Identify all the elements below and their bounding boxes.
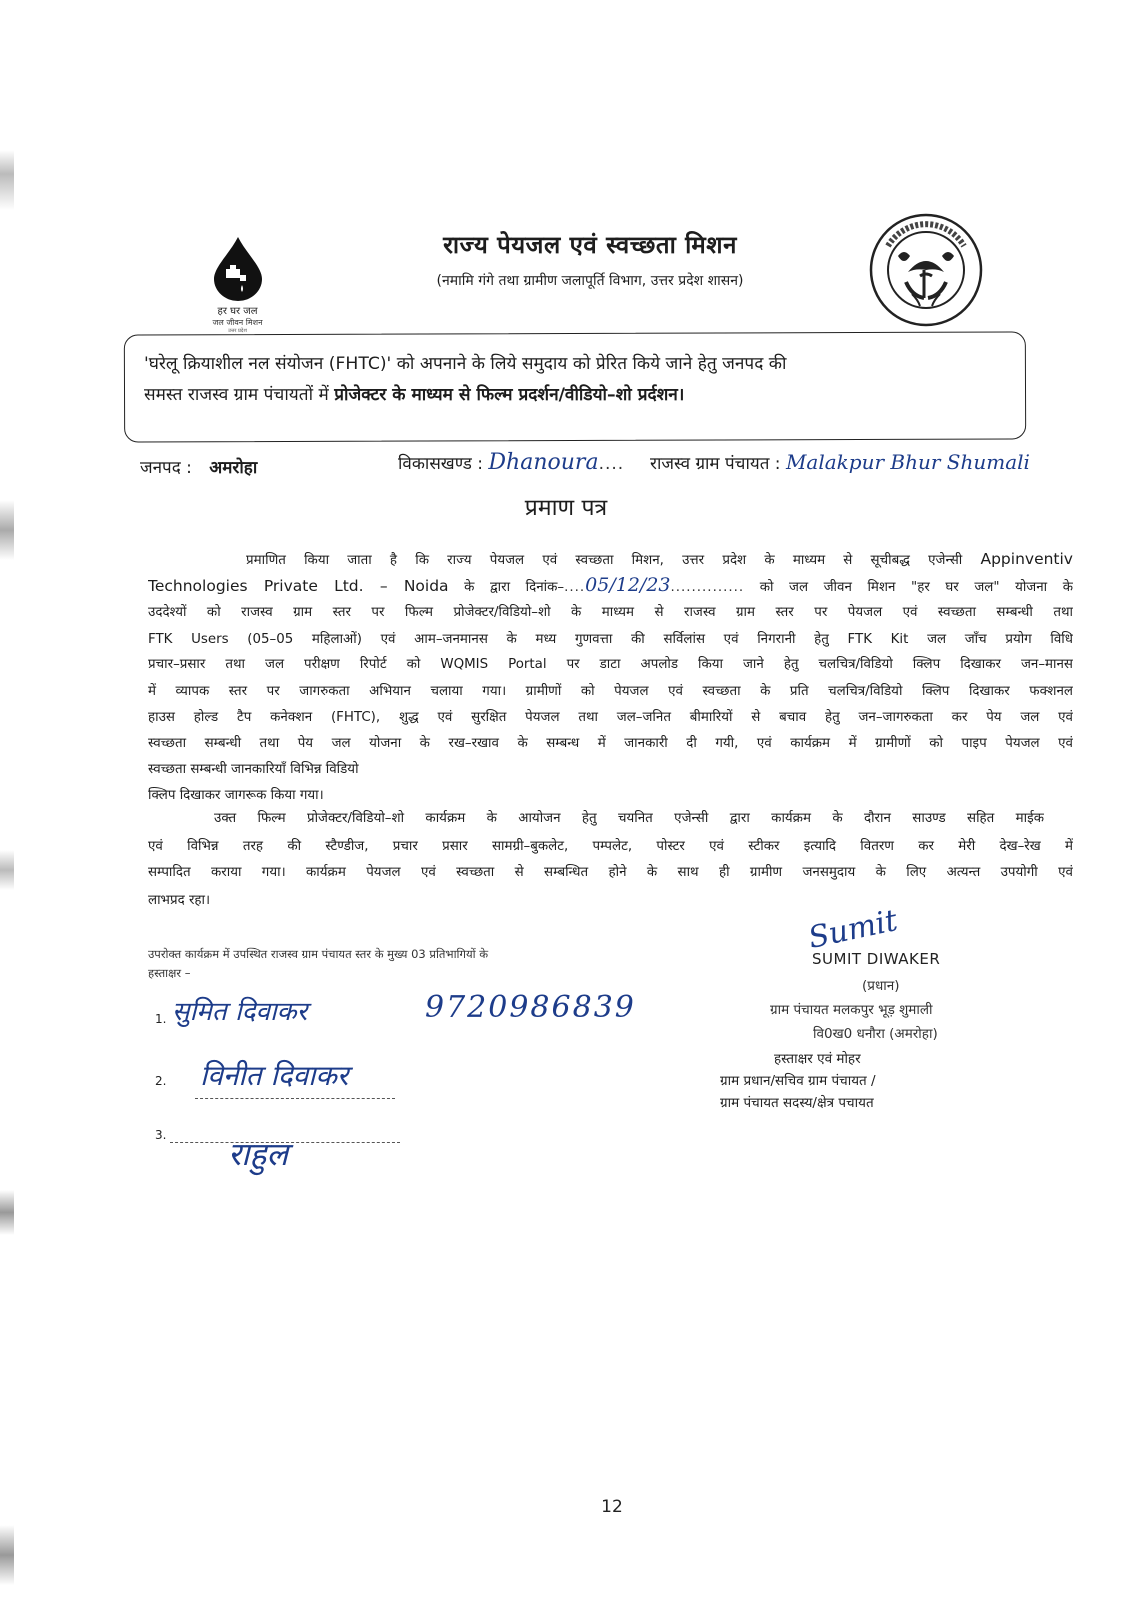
body-line: सम्पादित कराया गया। कार्यक्रम पेयजल एवं स्वच्छता से सम्बन्धित होने के साथ ही ग्रामीण जनसमुदाय के लिए अत्यन्त उपयोगी एवं xyxy=(148,865,1073,880)
block-label: विकासखण्ड : xyxy=(398,454,484,474)
participant-1-phone: 9720986839 xyxy=(425,990,636,1025)
stamp-line-2: वि0ख0 धनौरा (अमरोहा) xyxy=(813,1026,938,1042)
body-line: में व्यापक स्तर पर जागरुकता अभियान चलाया गया। ग्रामीणों को पेयजल एवं स्वच्छता के प्रति चलचित्र/विडियो क्लिप दिखाकर फक्शनल xyxy=(148,684,1073,699)
participants-caption-2: हस्ताक्षर – xyxy=(148,966,191,980)
logo-text-line1: हर घर जल xyxy=(217,306,258,317)
sign-designation-1: ग्राम प्रधान/सचिव ग्राम पंचायत / xyxy=(720,1073,876,1089)
subject-line2-prefix: समस्त राजस्व ग्राम पंचायतों में xyxy=(144,385,335,405)
district-field xyxy=(140,455,257,478)
body-line: उददेश्यों को राजस्व ग्राम स्तर पर फिल्म प्रोजेक्टर/विडियो–शो के माध्यम से राजस्व ग्राम स्तर पर पेयजल एवं स्वच्छता सम्बन्धी तथा xyxy=(148,605,1073,620)
body-line: एवं विभिन्न तरह की स्टैण्डीज, प्रचार प्रसार सामग्री–बुकलेट, पम्पलेट, पोस्टर एवं स्टीकर इत्यादि वितरण कर मेरी देख–रेख में xyxy=(148,839,1073,854)
scan-edge-mark xyxy=(0,1525,14,1585)
block-value: Dhanoura xyxy=(488,450,599,475)
panchayat-field xyxy=(650,450,1030,474)
stamp-role: (प्रधान) xyxy=(862,978,900,994)
block-field: विकासखण्ड : Dhanoura.... xyxy=(398,450,625,475)
water-drop-icon xyxy=(210,235,266,301)
body-line: स्वच्छता सम्बन्धी जानकारियाँ विभिन्न विडियो xyxy=(148,762,359,777)
scan-edge-mark xyxy=(0,1190,14,1235)
up-government-seal xyxy=(868,212,984,328)
participant-number: 1. xyxy=(155,1012,167,1026)
body-text: प्रमाणित किया जाता है कि राज्य पेयजल एवं स्वच्छता मिशन, उत्तर प्रदेश के माध्यम से सूचीबद्ध एजेन्सी xyxy=(246,553,963,568)
subject-line2-bold: प्रोजेक्टर के माध्यम से फिल्म प्रदर्शन/वीडियो–शो प्रर्दशन। xyxy=(334,385,685,405)
participant-number: 3. xyxy=(155,1128,167,1142)
participant-3-signature: राहुल xyxy=(228,1135,289,1173)
body-text: के द्वारा दिनांक– xyxy=(464,580,565,595)
sign-label: हस्ताक्षर एवं मोहर xyxy=(774,1051,861,1067)
participant-number: 2. xyxy=(155,1074,167,1088)
agency-name-cont: Technologies Private Ltd. – Noida xyxy=(148,577,449,595)
body-line: क्लिप दिखाकर जागरूक किया गया। xyxy=(148,788,324,803)
body-line xyxy=(246,550,1073,570)
body-line: FTK Users (05–05 महिलाओं) एवं आम–जनमानस के मध्य गुणवत्ता की सर्विलांस एवं निगरानी हेतु FTK Kit जल जाँच प्रयोग विधि xyxy=(148,632,1073,647)
district-value: अमरोहा xyxy=(209,458,258,478)
mission-subtitle: (नमामि गंगे तथा ग्रामीण जलापूर्ति विभाग, उत्तर प्रदेश शासन) xyxy=(436,273,744,289)
participant-2-signature: विनीत दिवाकर xyxy=(200,1059,349,1092)
participants-caption: उपरोक्त कार्यक्रम में उपस्थित राजस्व ग्राम पंचायत स्तर के मुख्य 03 प्रतिभागियों के xyxy=(148,947,489,961)
signature-line xyxy=(195,1098,395,1099)
signatory-signature: Sumit xyxy=(805,903,901,956)
scan-edge-mark xyxy=(0,150,14,210)
district-label: जनपद : xyxy=(140,458,192,478)
subject-line2 xyxy=(144,383,1014,406)
panchayat-value: Malakpur Bhur Shumali xyxy=(785,450,1030,474)
body-line: प्रचार–प्रसार तथा जल परीक्षण रिपोर्ट को WQMIS Portal पर डाटा अपलोड किया जाने हेतु चलचित्र/विडियो क्लिप दिखाकर जन–मानस xyxy=(148,657,1073,672)
subject-line1: 'घरेलू क्रियाशील नल संयोजन (FHTC)' को अपनाने के लिये समुदाय को प्रेरित किये जाने हेतु जनपद की xyxy=(144,354,787,374)
body-line: लाभप्रद रहा। xyxy=(148,893,211,908)
scan-edge-mark xyxy=(0,850,14,890)
agency-name: Appinventiv xyxy=(980,550,1073,568)
certificate-title: प्रमाण पत्र xyxy=(524,495,608,521)
logo-text-line3: उत्तर प्रदेश xyxy=(228,328,247,334)
har-ghar-jal-logo xyxy=(190,235,285,334)
body-line: Technologies Private Ltd. – Noida के द्वारा दिनांक–....05/12/23.............. को जल जीवन मिशन "हर घर जल" योजना के xyxy=(148,576,1073,596)
body-text: को जल जीवन मिशन "हर घर जल" योजना के xyxy=(759,580,1073,595)
event-date: 05/12/23 xyxy=(585,576,671,596)
logo-text-line2: जल जीवन मिशन xyxy=(212,318,263,327)
body-line: स्वच्छता सम्बन्धी तथा पेय जल योजना के रख–रखाव के सम्बन्ध में जानकारी दी गयी, एवं कार्यक्रम में ग्रामीणों को पाइप पेयजल एवं xyxy=(148,736,1073,751)
mission-title: राज्य पेयजल एवं स्वच्छता मिशन xyxy=(443,231,737,259)
sign-designation-2: ग्राम पंचायत सदस्य/क्षेत्र पचायत xyxy=(720,1095,874,1111)
body-line: हाउस होल्ड टैप कनेक्शन (FHTC), शुद्ध एवं सुरक्षित पेयजल तथा जल–जनित बीमारियों से बचाव हेतु जन–जागरुकता कर पेय जल एवं xyxy=(148,710,1073,725)
participant-1-signature: सुमित दिवाकर xyxy=(172,997,308,1027)
panchayat-label: राजस्व ग्राम पंचायत : xyxy=(650,454,781,474)
stamp-name: SUMIT DIWAKER xyxy=(812,950,941,968)
stamp-line-1: ग्राम पंचायत मलकपुर भूड़ शुमाली xyxy=(770,1002,933,1018)
state-emblem-icon xyxy=(868,212,984,328)
page-number: 12 xyxy=(601,1497,623,1517)
body-line: उक्त फिल्म प्रोजेक्टर/विडियो–शो कार्यक्रम के आयोजन हेतु चयनित एजेन्सी द्वारा कार्यक्रम के दौरान साउण्ड सहित माईक xyxy=(214,811,1044,826)
